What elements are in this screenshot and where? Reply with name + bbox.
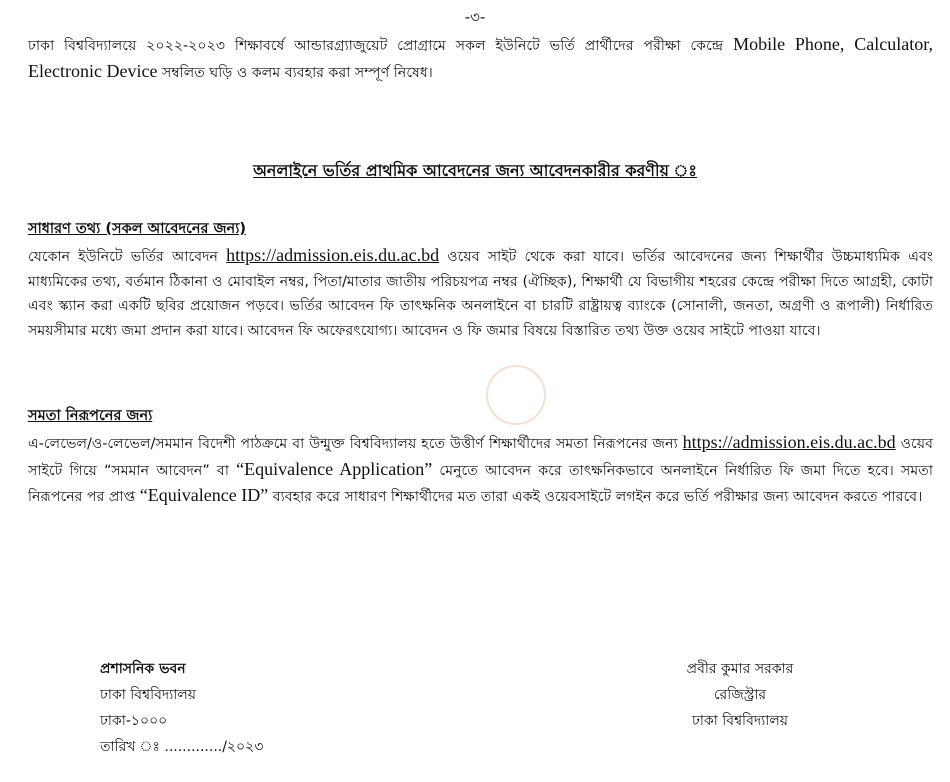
equivalence-id-label: “Equivalence ID” (139, 485, 269, 505)
general-text-1: যেকোন ইউনিটে ভর্তির আবেদন (28, 249, 227, 265)
right-signature-block (620, 656, 860, 734)
notice-text-1: ঢাকা বিশ্ববিদ্যালয়ে ২০২২-২০২৩ শিক্ষাবর্ষে আন্ডারগ্র্যাজুয়েট প্রোগ্রামে সকল ইউনিটে ভর্তি প্রার্থীদের পরীক্ষা কেন্দ্রে (28, 38, 734, 54)
admission-link[interactable]: https://admission.eis.du.ac.bd (226, 245, 440, 265)
equivalence-text-1: এ-লেভেল/ও-লেভেল/সমমান বিদেশী পাঠক্রমে বা উন্মুক্ত বিশ্ববিদ্যালয় হতে উত্তীর্ণ শিক্ষার্থীদের সমতা নিরূপনের জন্য (28, 436, 683, 452)
registrar-name: প্রবীর কুমার সরকার (686, 661, 794, 677)
equivalence-text-3: মেনুতে আবেদন করে তাৎক্ষনিকভাবে অনলাইনে নির্ধারিত ফি জমা দিতে হবে। সমতা নিরূপনের পর প্রাপ্ত (28, 462, 934, 505)
general-info-title: সাধারণ তথ্য (সকল আবেদনের জন্য) (28, 221, 247, 237)
watermark-stamp (486, 365, 546, 425)
university-name-left: ঢাকা বিশ্ববিদ্যালয় (100, 687, 197, 703)
left-signature-block (100, 656, 263, 760)
prohibition-notice (28, 32, 933, 85)
equivalence-application-label: “Equivalence Application” (236, 458, 433, 479)
equivalence-title: সমতা নিরূপনের জন্য (28, 408, 153, 424)
registrar-designation: রেজিস্ট্রার (713, 687, 767, 703)
notice-english-devices: Mobile Phone, Calculator, Electronic Device (28, 34, 933, 81)
postal-address: ঢাকা-১০০০ (100, 713, 168, 729)
notice-text-2: সম্বলিত ঘড়ি ও কলম ব্যবহার করা সম্পূর্ণ নিষেধ। (157, 64, 433, 81)
office-building: প্রশাসনিক ভবন (100, 661, 186, 677)
equivalence-text-2: ওয়েব সাইটে গিয়ে “সমমান আবেদন” বা (28, 436, 933, 479)
equivalence-paragraph (28, 430, 933, 510)
section-heading: অনলাইনে ভর্তির প্রাথমিক আবেদনের জন্য আবেদনকারীর করণীয় ঃ (253, 161, 697, 180)
date-line: তারিখ ঃ ............./২০২৩ (100, 739, 264, 755)
equivalence-text-4: ব্যবহার করে সাধারণ শিক্ষার্থীদের মত তারা একই ওয়েবসাইটে লগইন করে ভর্তি পরীক্ষার জন্য আবেদন করতে পারবে। (268, 489, 923, 505)
equivalence-admission-link[interactable]: https://admission.eis.du.ac.bd (682, 432, 896, 452)
university-name-right: ঢাকা বিশ্ববিদ্যালয় (691, 713, 789, 729)
page-number: -৩- (464, 8, 486, 26)
general-info-paragraph (28, 243, 933, 343)
general-text-2: ওয়েব সাইট থেকে করা যাবে। ভর্তির আবেদনের জন্য শিক্ষার্থীর উচ্চমাধ্যমিক এবং মাধ্যমিকের তথ্য, বর্তমান ঠিকানা ও মোবাইল নম্বর, পিতা/মাতার জাতীয় পরিচয়পত্র নম্বর (ঐচ্ছিক), শিক্ষার্থী যে বিভাগীয় শহরের কেন্দ্রে পরীক্ষা দিতে আগ্রহী, কোটা এবং স্ক্যান করা একটি ছবির প্রয়োজন পড়বে। ভর্তির আবেদন ফি তাৎক্ষনিক অনলাইনে বা চারটি রাষ্ট্রায়ত্ব ব্যাংকে (সোনালী, জনতা, অগ্রণী ও রূপালী) নির্ধারিত সময়সীমার মধ্যে জমা প্রদান করা যাবে। আবেদন ফি অফেরৎযোগ্য। আবেদন ও ফি জমার বিষয়ে বিস্তারিত তথ্য উক্ত ওয়েব সাইটে পাওয়া যাবে। (28, 249, 934, 339)
